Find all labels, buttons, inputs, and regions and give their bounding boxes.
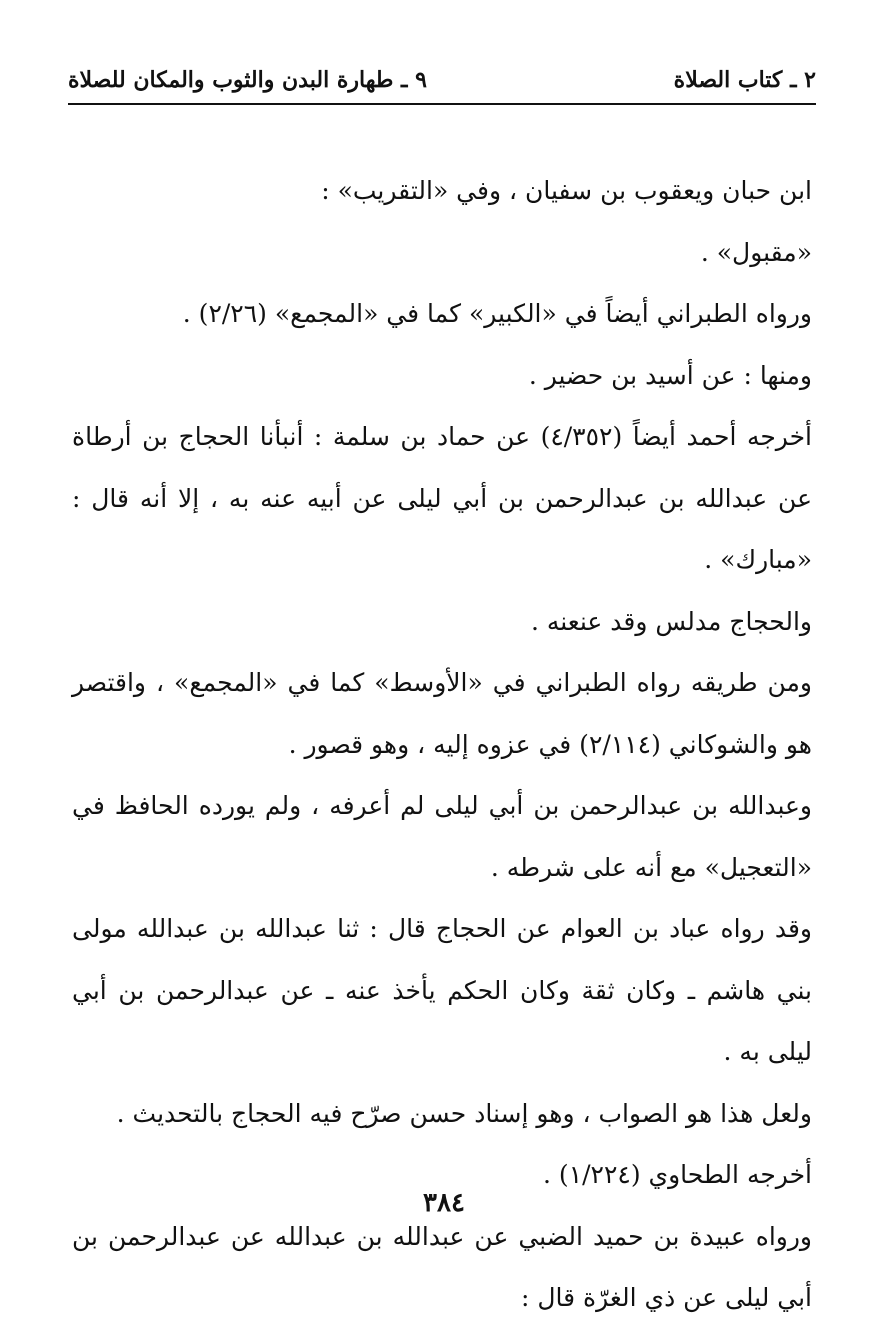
paragraph: ومنها : عن أسيد بن حضير . (528, 360, 812, 390)
paragraph: ولعل هذا هو الصواب ، وهو إسناد حسن صرّح فيه الحجاج بالتحديث . (116, 1098, 812, 1128)
paragraph: وقد رواه عباد بن العوام عن الحجاج قال : ثنا عبدالله بن عبدالله مولى بني هاشم ـ وكان ثقة وكان الحكم يأخذ عنه ـ عن عبدالرحمن بن أبي ليلى به . (72, 914, 812, 1066)
body-text (72, 160, 812, 1329)
paragraph: ورواه عبيدة بن حميد الضبي عن عبدالله بن عبدالله عن عبدالرحمن بن أبي ليلى عن ذي الغرّة قال : (72, 1221, 812, 1312)
paragraph: ابن حبان ويعقوب بن سفيان ، وفي «التقريب» : (321, 176, 812, 205)
paragraph: ومن طريقه رواه الطبراني في «الأوسط» كما في «المجمع» ، واقتصر هو والشوكاني (٢/١١٤) في عزوه إليه ، وهو قصور . (72, 668, 812, 759)
paragraph: ورواه الطبراني أيضاً في «الكبير» كما في «المجمع» (٢/٢٦) . (182, 299, 812, 328)
paragraph: «مقبول» . (700, 237, 812, 267)
header-chapter: ٢ ـ كتاب الصلاة (673, 67, 816, 93)
header-rule (68, 103, 816, 105)
paragraph: وعبدالله بن عبدالرحمن بن أبي ليلى لم أعرفه ، ولم يورده الحافظ في «التعجيل» مع أنه على شرطه . (72, 791, 812, 882)
paragraph: أخرجه أحمد أيضاً (٤/٣٥٢) عن حماد بن سلمة : أنبأنا الحجاج بن أرطاة عن عبدالله بن عبدالرحمن بن أبي ليلى عن أبيه عنه به ، إلا أنه قال : «مبارك» . (72, 422, 812, 574)
paragraph: أخرجه الطحاوي (١/٢٢٤) . (543, 1160, 812, 1189)
running-header (68, 60, 816, 100)
page-number: ٣٨٤ (423, 1188, 465, 1218)
header-section: ٩ ـ طهارة البدن والثوب والمكان للصلاة (68, 67, 427, 93)
paragraph: والحجاج مدلس وقد عنعنه . (530, 606, 812, 636)
